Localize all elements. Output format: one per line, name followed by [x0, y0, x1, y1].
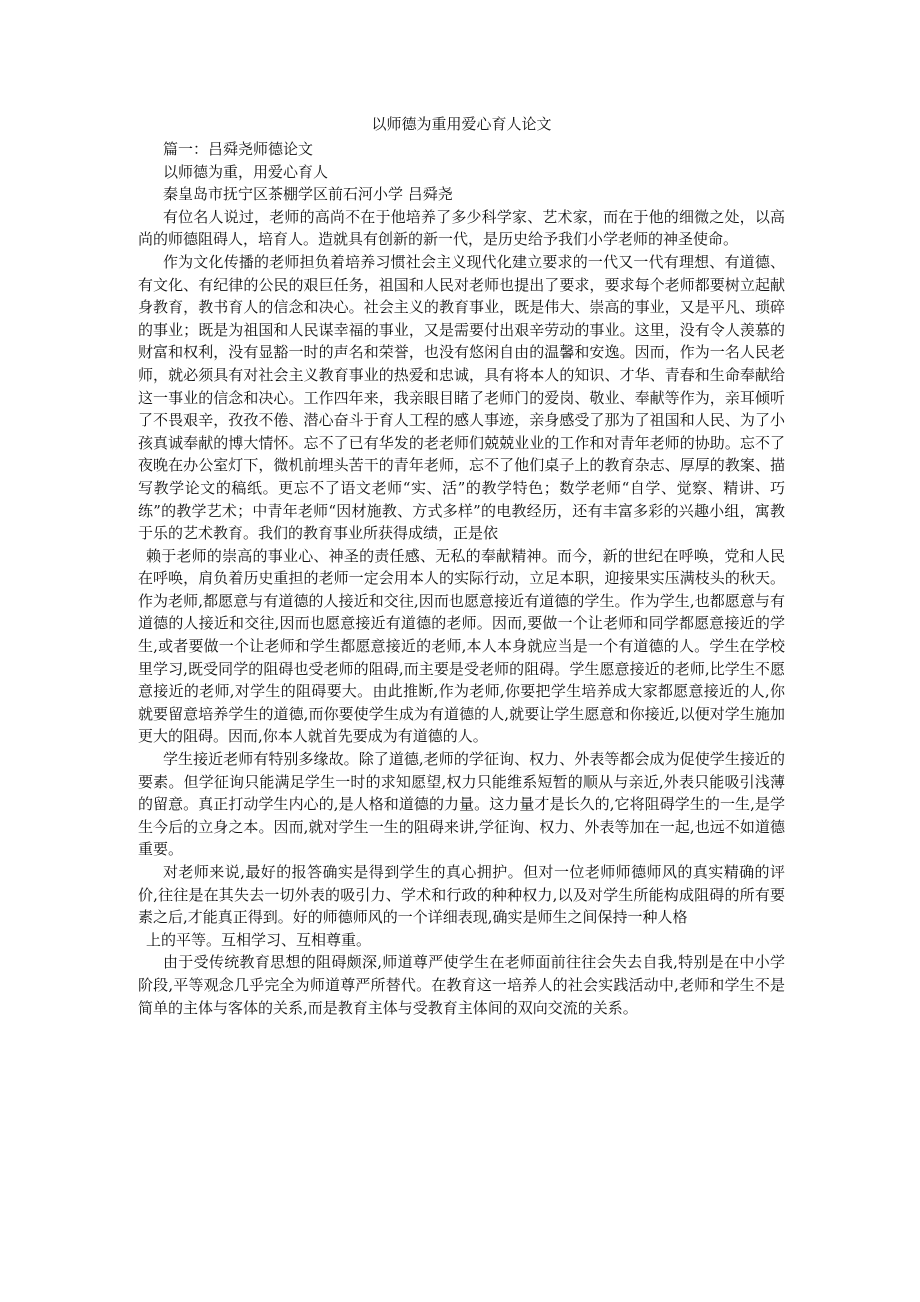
paragraph-6: 上的平等。互相学习、互相尊重。 [146, 930, 372, 949]
section-heading: 篇一：吕舜尧师德论文 [163, 140, 314, 158]
document-title: 以师德为重用爱心育人论文 [371, 115, 552, 133]
paragraph-1: 有位名人说过，老师的高尚不在于他培养了多少科学家、艺术家，而在于他的细微之处，以高尚的师德阻碍人，培育人。造就具有创新的新一代，是历史给予我们小学老师的神圣使命。 [138, 207, 785, 249]
document-page [138, 112, 785, 1019]
article-subtitle: 以师德为重，用爱心育人 [163, 162, 329, 181]
paragraph-3: 赖于老师的崇高的事业心、神圣的责任感、无私的奉献精神。而今，新的世纪在呼唤，党和人民在呼唤，肩负着历史重担的老师一定会用本人的实际行动，立足本职，迎接果实压满枝头的秋天。作为老师,都愿意与有道德的人接近和交往,因而也愿意接近有道德的学生。作为学生,也都愿意与有道德的人接近和交往,因而也愿意接近有道德的老师。因而,要做一个让老师和同学都愿意接近的学生,或者要做一个让老师和学生都愿意接近的老师,本人本身就应当是一个有道德的人。学生在学校里学习,既受同学的阻碍也受老师的阻碍,而主要是受老师的阻碍。学生愿意接近的老师,比学生不愿意接近的老师,对学生的阻碍要大。由此推断,作为老师,你要把学生培养成大家都愿意接近的人,你就要留意培养学生的道德,而你要使学生成为有道德的人,就要让学生愿意和你接近,以便对学生施加更大的阻碍。因而,你本人就首先要成为有道德的人。 [138, 546, 785, 746]
paragraph-5: 对老师来说,最好的报答确实是得到学生的真心拥护。但对一位老师师德师风的真实精确的评价,往往是在其失去一切外表的吸引力、学术和行政的种种权力,以及对学生所能构成阻碍的所有要素之后,才能真正得到。好的师德师风的一个详细表现,确实是师生之间保持一种人格 [138, 863, 785, 927]
author-line: 秦皇岛市抚宁区茶棚学区前石河小学 吕舜尧 [163, 185, 453, 204]
paragraph-4: 学生接近老师有特别多缘故。除了道德,老师的学征询、权力、外表等都会成为促使学生接近的要素。但学征询只能满足学生一时的求知愿望,权力只能维系短暂的顺从与亲近,外表只能吸引浅薄的留意。真正打动学生内心的,是人格和道德的力量。这力量才是长久的,它将阻碍学生的一生,是学生今后的立身之本。因而,就对学生一生的阻碍来讲,学征询、权力、外表等加在一起,也远不如道德重要。 [138, 750, 785, 859]
paragraph-7: 由于受传统教育思想的阻碍颇深,师道尊严使学生在老师面前往往会失去自我,特别是在中小学阶段,平等观念几乎完全为师道尊严所替代。在教育这一培养人的社会实践活动中,老师和学生不是简单的主体与客体的关系,而是教育主体与受教育主体间的双向交流的关系。 [138, 953, 785, 1017]
paragraph-2: 作为文化传播的老师担负着培养习惯社会主义现代化建立要求的一代又一代有理想、有道德、有文化、有纪律的公民的艰巨任务，祖国和人民对老师也提出了要求，要求每个老师都要树立起献身教育，教书育人的信念和决心。社会主义的教育事业，既是伟大、崇高的事业，又是平凡、琐碎的事业；既是为祖国和人民谋幸福的事业，又是需要付出艰辛劳动的事业。这里，没有令人羡慕的财富和权利，没有显豁一时的声名和荣誉，也没有悠闲自由的温馨和安逸。因而，作为一名人民老师，就必须具有对社会主义教育事业的热爱和忠诚，具有将本人的知识、才华、青春和生命奉献给这一事业的信念和决心。工作四年来，我亲眼目睹了老师门的爱岗、敬业、奉献等作为，亲耳倾听了不畏艰辛，孜孜不倦、潜心奋斗于育人工程的感人事迹，亲身感受了那为了祖国和人民、为了小孩真诚奉献的博大情怀。忘不了已有华发的老老师们兢兢业业的工作和对青年老师的协助。忘不了夜晚在办公室灯下，微机前埋头苦干的青年老师，忘不了他们桌子上的教育杂志、厚厚的教案、描写教学论文的稿纸。更忘不了语文老师“实、活”的教学特色；数学老师“自学、觉察、精讲、巧练”的教学艺术；中青年老师“因材施教、方式多样”的电教经历，还有丰富多彩的兴趣小组，寓教于乐的艺术教育。我们的教育事业所获得成绩，正是依 [138, 252, 785, 543]
